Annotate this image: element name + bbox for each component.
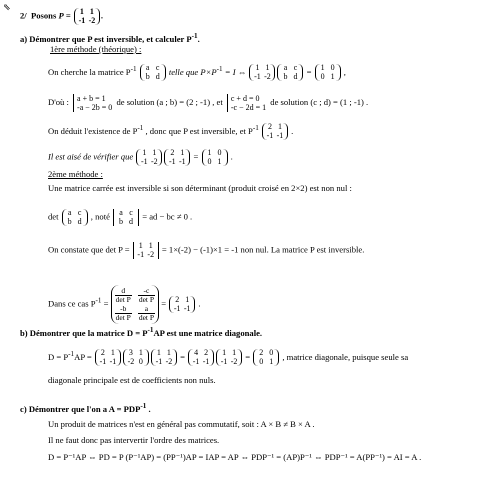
method-1-line-1: [48, 64, 346, 81]
cell: c: [293, 63, 298, 73]
determinant-p: [133, 242, 159, 259]
matrix-product: [188, 349, 214, 366]
question-c-line-1: Un produit de matrices n'est en général pas commutatif, soit : A × B ≠ B × A .: [48, 419, 315, 429]
text: telle que P×P: [168, 66, 217, 77]
matrix-a: [123, 349, 149, 366]
dot: .: [100, 10, 104, 21]
cell: -2: [165, 356, 173, 366]
matrix-fraction-formula: [111, 285, 159, 324]
cell: 2: [170, 148, 175, 157]
cell: -2: [264, 71, 271, 81]
cell: 0: [259, 356, 264, 366]
sup: -1: [130, 65, 137, 73]
method-1-line-4: [48, 149, 233, 166]
den: det P: [115, 313, 131, 322]
cell: c: [129, 208, 133, 217]
text: = I ⇔: [222, 66, 249, 77]
text: c) Démontrer que l'on a A = PDP: [20, 403, 141, 414]
matrix-unknown: [140, 64, 166, 81]
method-1-line-2: [48, 94, 368, 112]
cell: -1: [179, 156, 186, 166]
text: = 1×(-2) − (-1)×1 = -1 non nul. La matrice P est inversible.: [159, 244, 365, 255]
sup: -1: [68, 350, 75, 358]
den: det P: [138, 295, 155, 304]
num: d: [115, 287, 132, 296]
question-a-title: [20, 31, 200, 44]
matrix-generic: [62, 209, 88, 226]
cell: d: [77, 216, 82, 226]
cell: -1: [109, 356, 117, 366]
matrix-p-inverse: [169, 296, 195, 313]
cell: -1: [183, 303, 191, 313]
cell: 1: [89, 7, 94, 16]
num: a: [138, 305, 155, 314]
fraction: [115, 287, 132, 304]
cell: a: [145, 63, 150, 73]
cell: a: [283, 63, 288, 73]
cell: 0: [269, 348, 274, 358]
cell: -1: [141, 156, 148, 166]
method-2-line-4: [48, 285, 201, 324]
cell: -2: [230, 356, 238, 366]
question-c-line-2: Il ne faut donc pas intervertir l'ordre des matrices.: [48, 435, 220, 445]
matrix-p: [74, 8, 100, 25]
text: On cherche la matrice P: [48, 66, 131, 77]
cell: b: [119, 216, 124, 226]
question-c-line-3: D = P⁻¹AP ⇔ PD = P (P⁻¹AP) = (PP⁻¹)AP = IAP = AP ⇔ PDP⁻¹ = (AP)P⁻¹ ⇔ PDP⁻¹ = A(PP⁻¹) = AI = A .: [48, 452, 422, 462]
method-1-title: 1ère méthode (théorique) :: [50, 44, 142, 54]
matrix-p: [216, 349, 242, 366]
cell: 1: [255, 63, 260, 73]
fraction: [138, 305, 155, 322]
cell: b: [283, 71, 288, 81]
cell: 1: [277, 122, 282, 132]
cell: d: [129, 216, 134, 226]
text: D'où :: [48, 96, 69, 107]
title-text: a) Démontrer que P est inversible, et calculer P: [20, 33, 192, 44]
method-2-line-2: [48, 209, 192, 226]
question-c-title: [20, 401, 151, 414]
method-2-title: 2ème méthode :: [48, 169, 103, 179]
method-2-line-3: [48, 242, 364, 259]
cell: 0: [138, 356, 143, 366]
method-1-line-3: [48, 123, 293, 140]
question-b-title: [20, 325, 262, 338]
fraction: [138, 287, 155, 304]
cell: 2: [204, 348, 209, 358]
section-number: 2/: [20, 10, 27, 21]
matrix-p: [151, 349, 177, 366]
text: .: [196, 298, 201, 309]
text: Dans ce cas P: [48, 298, 96, 309]
cell: 1: [320, 63, 325, 73]
text: .: [288, 125, 294, 136]
question-b-line-2: diagonale principale est de coefficients non nuls.: [48, 375, 216, 385]
text: .: [146, 403, 151, 414]
cell: -1: [99, 356, 107, 366]
cell: -1: [78, 15, 86, 25]
cell: -1: [155, 356, 163, 366]
matrix-identity: [315, 64, 341, 81]
cell: 1: [156, 348, 161, 358]
cell: 1: [269, 356, 274, 366]
equals-sign: =: [65, 10, 71, 21]
text: det: [48, 211, 59, 222]
text: Il est aisé de vérifier que: [48, 151, 136, 162]
cell: -2: [127, 356, 135, 366]
num: -c: [138, 287, 155, 296]
text: .: [228, 151, 233, 162]
matrix-p-inverse: [95, 349, 121, 366]
cell: -1: [254, 71, 261, 81]
cell: a: [119, 208, 123, 217]
text: =: [243, 351, 253, 362]
text: ,: [341, 66, 346, 77]
mouse-cursor-icon: ⇖: [3, 2, 11, 12]
sup: -1: [147, 326, 154, 334]
cell: -2: [151, 156, 158, 166]
cell: 1: [138, 348, 143, 358]
eq: -a − 2b = 0: [77, 103, 113, 112]
sup: -1: [252, 124, 259, 132]
text: =: [304, 66, 314, 77]
eq: c + d = 0: [230, 94, 260, 103]
cell: -1: [220, 356, 228, 366]
end: .: [197, 33, 200, 44]
cell: 1: [185, 295, 190, 304]
den: det P: [115, 295, 131, 304]
cell: 1: [217, 156, 222, 166]
cell: b: [67, 216, 72, 226]
matrix-identity: [202, 149, 228, 166]
sup: -1: [137, 124, 144, 132]
cell: 1: [152, 148, 157, 157]
text: de solution (a ; b) = (2 ; -1) , et: [114, 96, 225, 107]
text: AP =: [74, 351, 94, 362]
cell: 1: [330, 71, 335, 81]
determinant-generic: [113, 209, 139, 226]
cell: 1: [166, 348, 171, 358]
text: , noté: [88, 211, 113, 222]
cell: -1: [266, 130, 274, 140]
text: =: [159, 298, 169, 309]
matrix-p-inverse: [164, 149, 190, 166]
fraction: [115, 305, 132, 322]
cell: -1: [202, 356, 210, 366]
cell: -1: [192, 356, 200, 366]
text: On constate que det P =: [48, 244, 132, 255]
cell: 2: [259, 348, 264, 358]
question-b-line-1: [48, 349, 408, 366]
matrix-p: [249, 64, 275, 81]
sup: -1: [216, 65, 223, 73]
cell: 0: [207, 156, 212, 166]
cell: 2: [175, 295, 180, 304]
p-symbol: P: [58, 10, 64, 21]
cell: b: [145, 71, 150, 81]
system-1: [73, 94, 112, 112]
cell: -2: [147, 249, 155, 259]
eq: a + b = 1: [77, 94, 106, 103]
cell: 1: [232, 348, 237, 358]
text: AP est une matrice diagonale.: [153, 327, 263, 338]
matrix-unknown: [277, 64, 303, 81]
den: det P: [138, 313, 155, 322]
eq: -c − 2d = 1: [230, 103, 267, 112]
cell: 0: [320, 71, 325, 81]
num: -b: [115, 305, 132, 314]
method-2-line-1: Une matrice carrée est inversible si son déterminant (produit croisé en 2×2) est non nul :: [48, 183, 352, 193]
cell: -2: [88, 15, 96, 25]
cell: d: [293, 71, 298, 81]
cell: 1: [138, 241, 143, 250]
cell: 0: [217, 148, 222, 157]
cell: 1: [79, 7, 84, 16]
text: On déduit l'existence de P: [48, 125, 138, 136]
cell: -1: [173, 303, 181, 313]
cell: d: [155, 71, 160, 81]
text: b) Démontrer que la matrice D = P: [20, 327, 148, 338]
text: , donc que P est inversible, et P: [143, 125, 253, 136]
matrix-p-inverse: [262, 123, 288, 140]
cell: a: [67, 208, 72, 217]
cell: 1: [148, 241, 153, 250]
text: D = P: [48, 351, 69, 362]
cell: c: [155, 63, 160, 73]
cell: c: [77, 208, 82, 217]
cell: -1: [276, 130, 284, 140]
text: = ad − bc ≠ 0 .: [140, 211, 193, 222]
cell: -1: [169, 156, 176, 166]
cell: 3: [128, 348, 133, 358]
section-2-header: [20, 8, 103, 25]
cell: 1: [207, 148, 212, 157]
cell: 1: [222, 348, 227, 358]
matrix-p: [136, 149, 162, 166]
text: =: [191, 151, 201, 162]
cell: 0: [330, 63, 335, 73]
sup: -1: [140, 402, 147, 410]
cell: 2: [267, 122, 272, 132]
cell: 1: [110, 348, 115, 358]
cell: 1: [265, 63, 270, 73]
cell: 1: [142, 148, 147, 157]
text: , matrice diagonale, puisque seule sa: [280, 351, 409, 362]
text: de solution (c ; d) = (1 ; -1) .: [268, 96, 369, 107]
cell: 2: [100, 348, 105, 358]
matrix-d: [253, 349, 279, 366]
system-2: [227, 94, 266, 112]
cell: -1: [137, 249, 145, 259]
posons-label: Posons: [30, 10, 57, 21]
sup: -1: [191, 32, 198, 40]
text: =: [177, 351, 188, 362]
sup: -1: [95, 296, 102, 305]
text: =: [101, 298, 111, 309]
cell: 4: [194, 348, 199, 358]
cell: 1: [180, 148, 185, 157]
